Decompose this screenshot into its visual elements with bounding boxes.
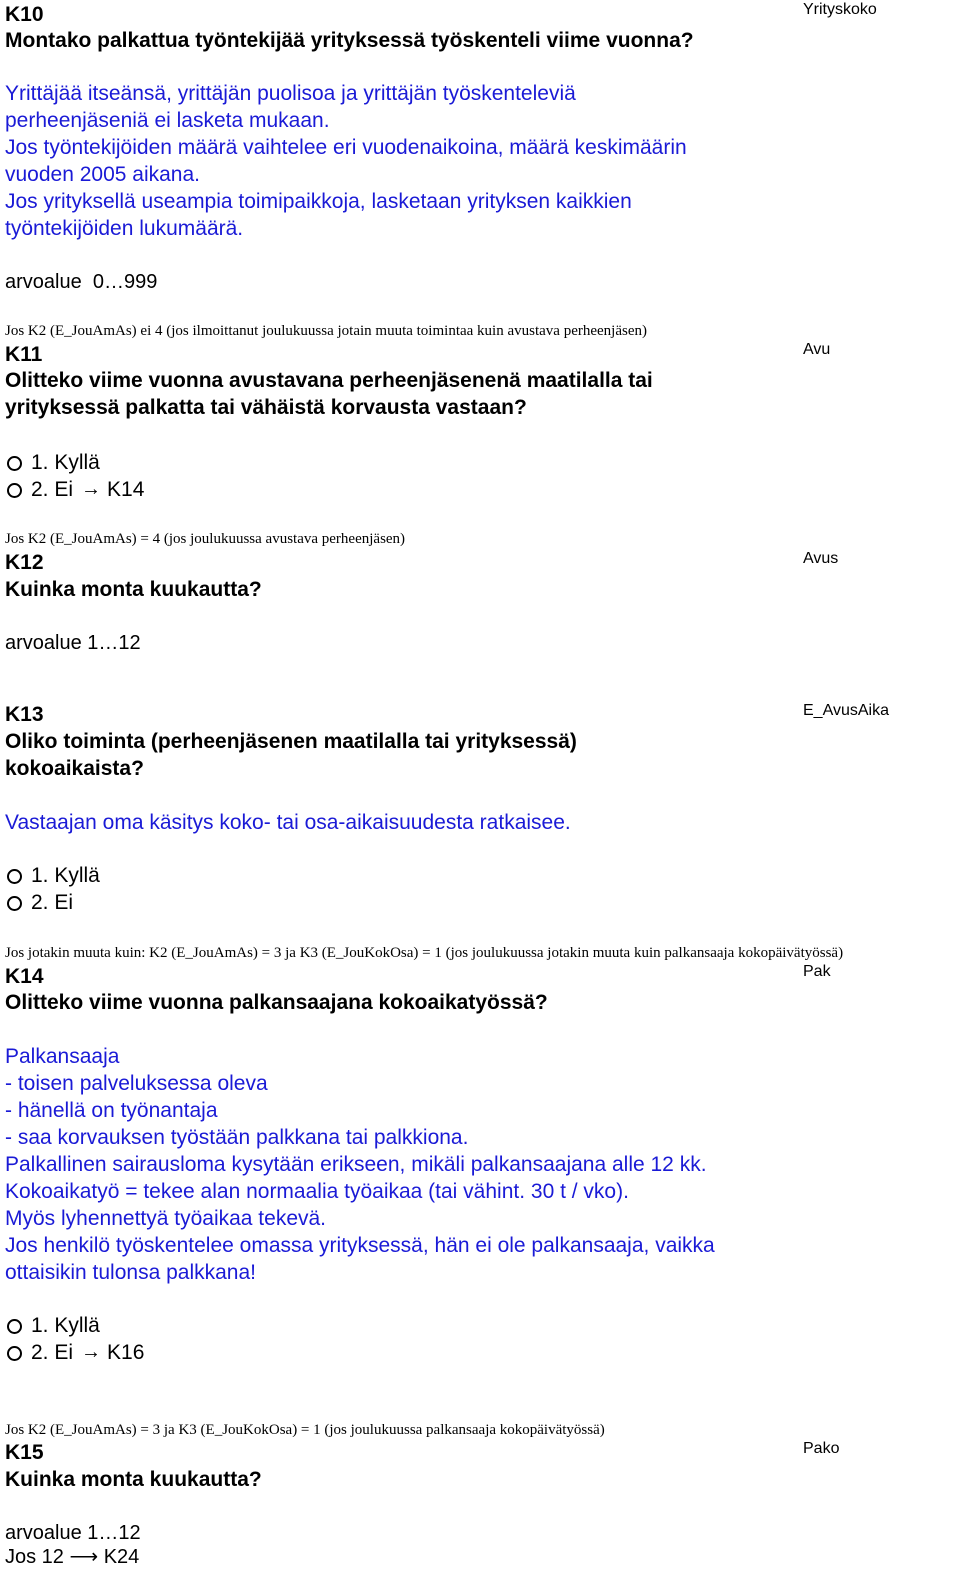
k12-variable: Avus [803, 550, 839, 567]
k14-note-line: Palkansaaja [5, 1045, 120, 1068]
skip-arrow-icon: → [81, 1341, 102, 1363]
k10-note-line: Jos työntekijöiden määrä vaihtelee eri vuodenaikoina, määrä keskimäärin [5, 136, 687, 159]
k10-question: Montako palkattua työntekijää yrityksessä työskenteli viime vuonna? [5, 29, 694, 52]
k11-option-kylla[interactable] [5, 449, 100, 476]
option-label: 1. Kyllä [31, 451, 100, 474]
radio-button[interactable] [7, 1319, 22, 1334]
k12-condition: Jos K2 (E_JouAmAs) = 4 (jos joulukuussa avustava perheenjäsen) [5, 531, 406, 547]
k12-question: Kuinka monta kuukautta? [5, 578, 262, 601]
k10-code: K10 [5, 3, 44, 26]
k13-code: K13 [5, 703, 44, 726]
option-label: 1. Kyllä [31, 864, 100, 887]
radio-button[interactable] [7, 456, 22, 471]
k14-note-line: - saa korvauksen työstään palkkana tai palkkiona. [5, 1126, 469, 1149]
k15-skip-rule: Jos 12 ⟶ K24 [5, 1546, 140, 1568]
k13-note: Vastaajan oma käsitys koko- tai osa-aikaisuudesta ratkaisee. [5, 811, 571, 834]
k11-question-line: Olitteko viime vuonna avustavana perheenjäsenenä maatilalla tai [5, 369, 653, 392]
k13-option-ei[interactable] [5, 889, 73, 916]
option-label: 2. Ei [31, 1341, 74, 1364]
k15-code: K15 [5, 1441, 44, 1464]
k14-note-line: - toisen palveluksessa oleva [5, 1072, 268, 1095]
k13-question-line: Oliko toiminta (perheenjäsenen maatilalla tai yrityksessä) [5, 730, 577, 753]
k11-variable: Avu [803, 341, 831, 358]
k11-option-ei[interactable] [5, 476, 144, 503]
k11-condition: Jos K2 (E_JouAmAs) ei 4 (jos ilmoittanut joulukuussa jotain muuta toimintaa kuin avustava perheenjäsen) [5, 323, 647, 339]
k10-note-line: vuoden 2005 aikana. [5, 163, 200, 186]
k10-range: arvoalue 0…999 [5, 271, 158, 293]
option-label: 2. Ei [31, 478, 74, 501]
k10-note-line: Yrittäjää itseänsä, yrittäjän puolisoa ja yrittäjän työskenteleviä [5, 82, 576, 105]
k15-range: arvoalue 1…12 [5, 1522, 141, 1544]
k12-code: K12 [5, 551, 44, 574]
k13-option-kylla[interactable] [5, 862, 100, 889]
k11-question-line: yrityksessä palkatta tai vähäistä korvausta vastaan? [5, 396, 527, 419]
k13-question-line: kokoaikaista? [5, 757, 144, 780]
skip-target: K16 [107, 1341, 145, 1364]
k10-variable: Yrityskoko [803, 1, 877, 18]
skip-target: K14 [107, 478, 145, 501]
k10-note-line: Jos yrityksellä useampia toimipaikkoja, lasketaan yrityksen kaikkien [5, 190, 632, 213]
k14-note-line: Palkallinen sairausloma kysytään erikseen, mikäli palkansaajana alle 12 kk. [5, 1153, 707, 1176]
option-label: 1. Kyllä [31, 1314, 100, 1337]
k14-option-ei[interactable] [5, 1339, 144, 1366]
radio-button[interactable] [7, 896, 22, 911]
k15-variable: Pako [803, 1440, 840, 1457]
option-label: 2. Ei [31, 891, 74, 914]
k14-note-line: Jos henkilö työskentelee omassa yrityksessä, hän ei ole palkansaaja, vaikka [5, 1234, 715, 1257]
k14-note-line: Myös lyhennettyä työaikaa tekevä. [5, 1207, 327, 1230]
k14-code: K14 [5, 965, 44, 988]
k14-condition: Jos jotakin muuta kuin: K2 (E_JouAmAs) = 3 ja K3 (E_JouKokOsa) = 1 (jos joulukuussa jotakin muuta kuin palkansaaja kokopäivätyössä) [5, 945, 844, 961]
k15-condition: Jos K2 (E_JouAmAs) = 3 ja K3 (E_JouKokOsa) = 1 (jos joulukuussa palkansaaja kokopäivätyössä) [5, 1422, 605, 1438]
k15-question: Kuinka monta kuukautta? [5, 1468, 262, 1491]
k12-range: arvoalue 1…12 [5, 632, 141, 654]
k10-note-line: perheenjäseniä ei lasketa mukaan. [5, 109, 330, 132]
k10-note-line: työntekijöiden lukumäärä. [5, 217, 244, 240]
k14-question: Olitteko viime vuonna palkansaajana kokoaikatyössä? [5, 991, 548, 1014]
skip-arrow-icon: → [81, 478, 102, 500]
k14-note-line: - hänellä on työnantaja [5, 1099, 218, 1122]
radio-button[interactable] [7, 1346, 22, 1361]
k13-variable: E_AvusAika [803, 702, 889, 719]
radio-button[interactable] [7, 483, 22, 498]
k14-note-line: Kokoaikatyö = tekee alan normaalia työaikaa (tai vähint. 30 t / vko). [5, 1180, 629, 1203]
k14-variable: Pak [803, 963, 831, 980]
k14-option-kylla[interactable] [5, 1312, 100, 1339]
radio-button[interactable] [7, 869, 22, 884]
k14-note-line: ottaisikin tulonsa palkkana! [5, 1261, 256, 1284]
k11-code: K11 [5, 343, 43, 366]
